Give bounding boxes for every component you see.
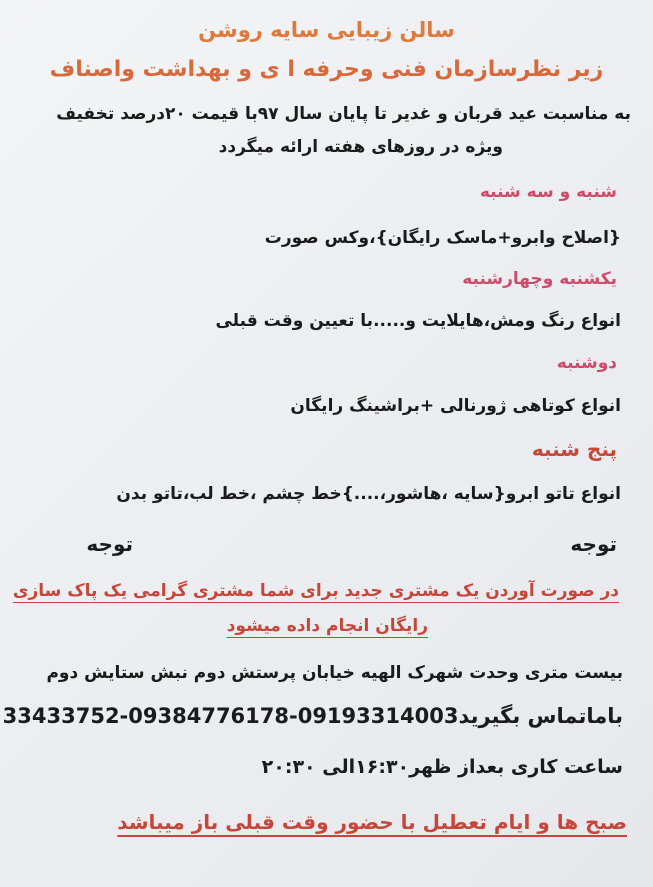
notice-line-1: در صورت آوردن یک مشتری جدید برای شما مشتری گرامی یک پاک سازی (12, 581, 619, 601)
day-heading-sun-wed: یکشنبه وچهارشنبه (462, 269, 617, 289)
address: بیست متری وحدت شهرک الهیه خیابان پرستش دوم نبش ستایش دوم (46, 663, 623, 683)
services-thu: انواع تاتو ابرو{سایه ،هاشور،....}خط چشم ،خط لب،تاتو بدن (116, 484, 621, 504)
intro-line-2: ویژه در روزهای هفته ارائه میگردد (218, 137, 503, 157)
services-sat-tue: {اصلاح وابرو+ماسک رایگان}،وکس صورت (264, 228, 621, 248)
day-heading-mon: دوشنبه (556, 353, 617, 373)
notice-label-right: توجه (570, 532, 617, 556)
working-hours: ساعت کاری بعداز ظهر۱۶:۳۰الی ۲۰:۳۰ (261, 756, 623, 778)
day-heading-thu: پنج شنبه (531, 437, 617, 461)
services-mon: انواع کوتاهی ژورنالی +براشینگ رایگان (290, 396, 621, 416)
contact-line (3, 704, 623, 728)
intro-line-1: به مناسبت عید قربان و غدیر تا پایان سال ۹۷با قیمت ۲۰درصد تخفیف (56, 104, 631, 124)
notice-line-2: رایگان انجام داده میشود (226, 616, 428, 636)
notice-label-left: توجه (86, 532, 133, 556)
supervision-subtitle: زیر نظرسازمان فنی وحرفه ا ی و بهداشت واصناف (49, 57, 604, 82)
salon-title: سالن زیبایی سایه روشن (198, 18, 455, 42)
contact-prefix: باماتماس بگیرید (458, 704, 623, 728)
contact-phones: 33433752-09384776178-09193314003 (2, 704, 459, 728)
services-sun-wed: انواع رنگ ومش،هایلایت و.....با تعیین وقت قبلی (215, 311, 621, 331)
footer-note: صبح ها و ایام تعطیل با حضور وقت قبلی باز میباشد (117, 810, 627, 834)
day-heading-sat-tue: شنبه و سه شنبه (479, 182, 617, 202)
